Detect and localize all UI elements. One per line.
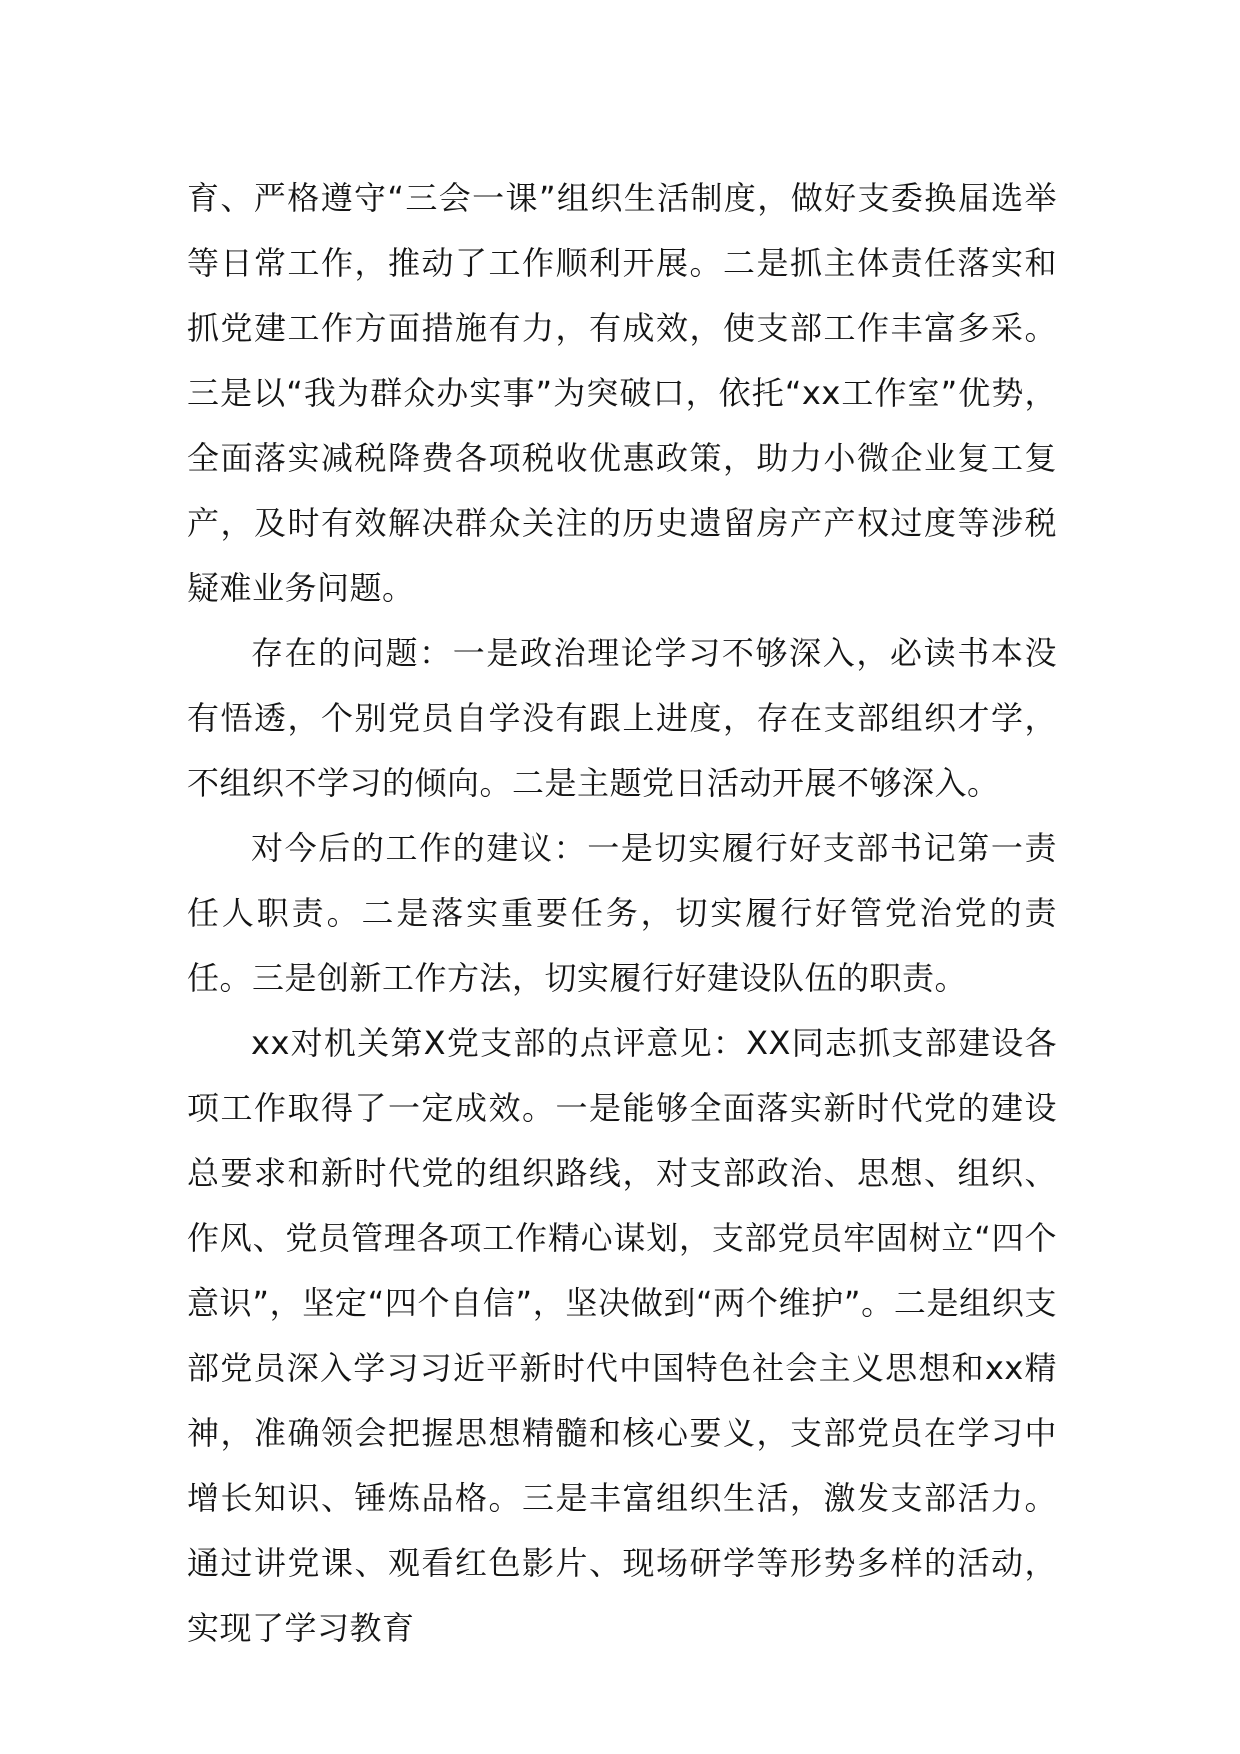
- paragraph-achievements-continued: 育、严格遵守“三会一课”组织生活制度，做好支委换届选举等日常工作，推动了工作顺利开展。二是抓主体责任落实和抓党建工作方面措施有力，有成效，使支部工作丰富多采。三是以“我为群众办实事”为突破口，依托“xx工作室”优势，全面落实减税降费各项税收优惠政策，助力小微企业复工复产，及时有效解决群众关注的历史遗留房产产权过度等涉税疑难业务问题。: [187, 179, 1057, 607]
- paragraph-existing-problems: 存在的问题：一是政治理论学习不够深入，必读书本没有悟透，个别党员自学没有跟上进度，存在支部组织才学，不组织不学习的倾向。二是主题党日活动开展不够深入。: [187, 634, 1057, 802]
- paragraph-branch-review-comments: xx对机关第X党支部的点评意见：XX同志抓支部建设各项工作取得了一定成效。一是能够全面落实新时代党的建设总要求和新时代党的组织路线，对支部政治、思想、组织、作风、党员管理各项工作精心谋划，支部党员牢固树立“四个意识”，坚定“四个自信”，坚决做到“两个维护”。二是组织支部党员深入学习习近平新时代中国特色社会主义思想和xx精神，准确领会把握思想精髓和核心要义，支部党员在学习中增长知识、锤炼品格。三是丰富组织生活，激发支部活力。通过讲党课、观看红色影片、现场研学等形势多样的活动，实现了学习教育: [187, 1024, 1057, 1647]
- paragraph-future-suggestions: 对今后的工作的建议：一是切实履行好支部书记第一责任人职责。二是落实重要任务，切实履行好管党治党的责任。三是创新工作方法，切实履行好建设队伍的职责。: [187, 829, 1057, 997]
- document-body: [187, 166, 1057, 1661]
